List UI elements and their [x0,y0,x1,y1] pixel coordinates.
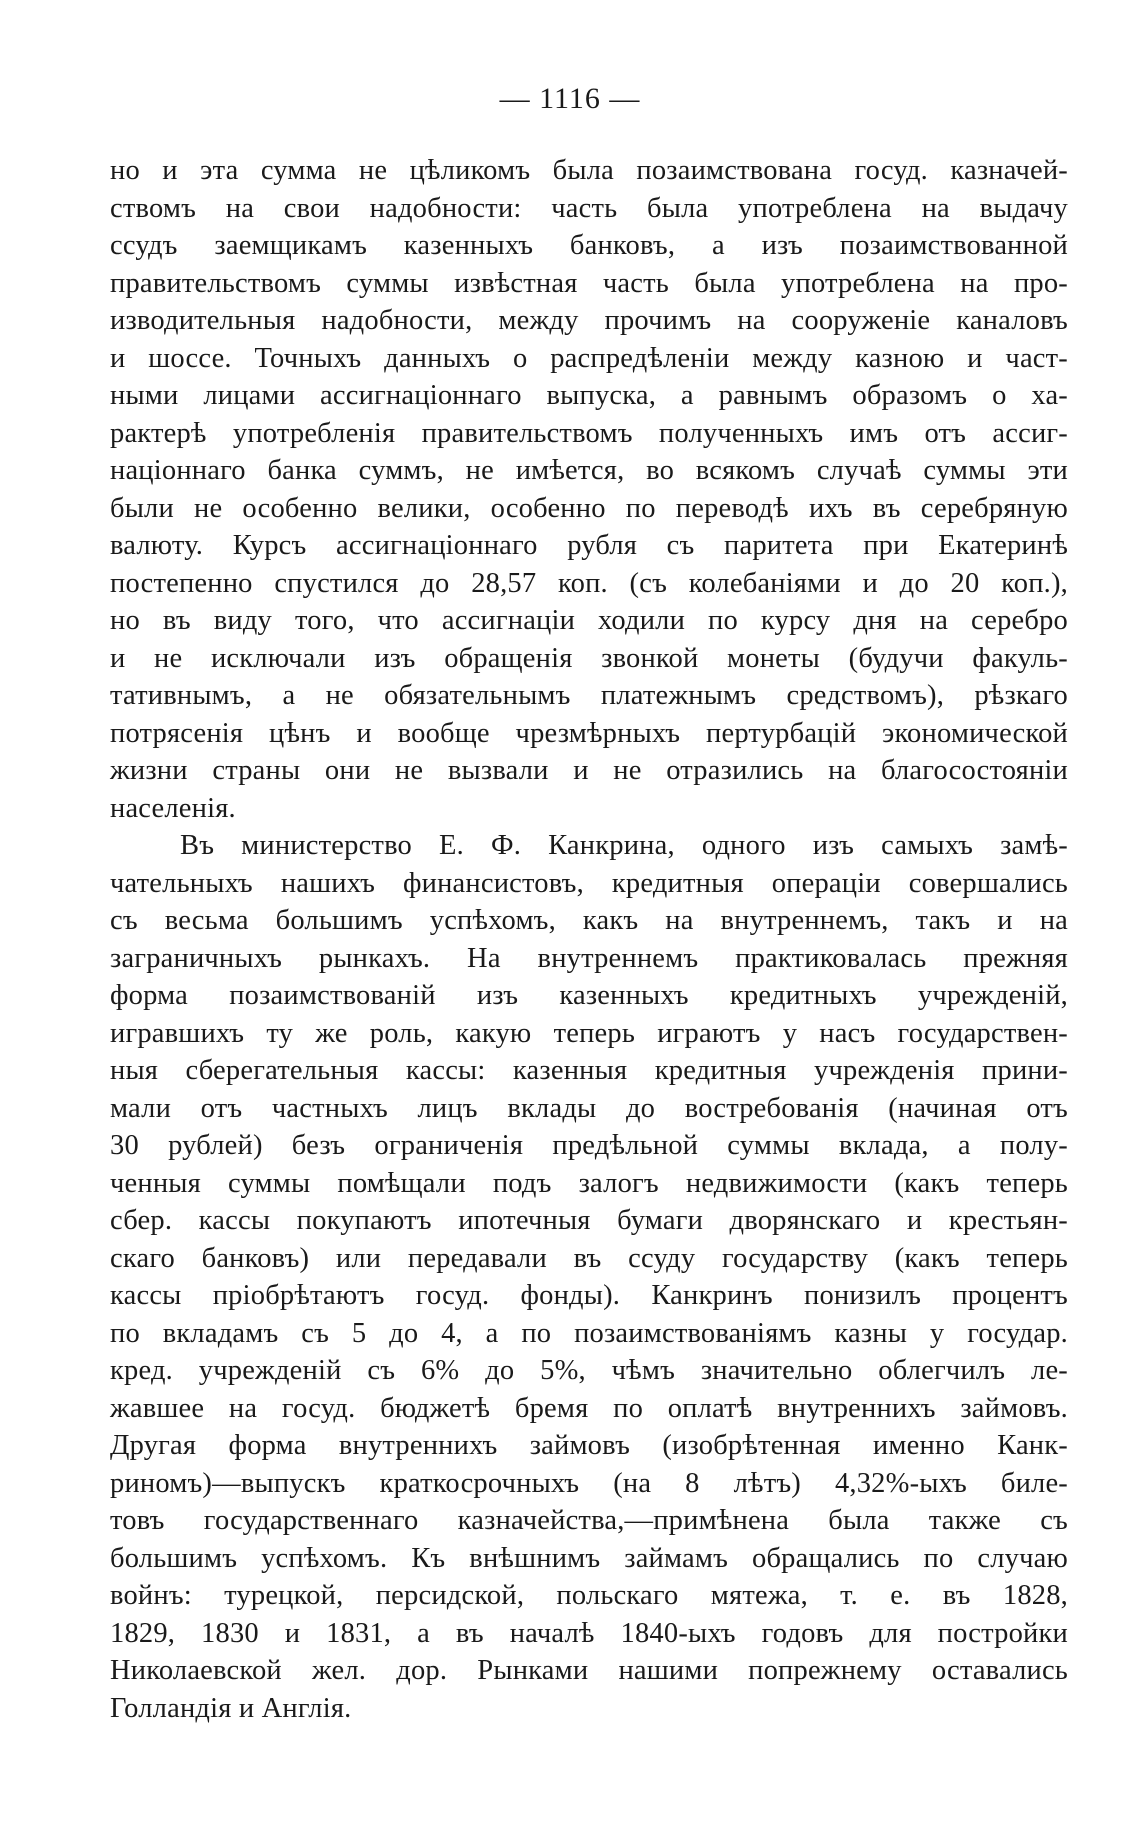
text-line: Въ министерство Е. Ф. Канкрина, одного изъ самыхъ замѣ- [180,830,1068,861]
text-line: ссудъ заемщикамъ казенныхъ банковъ, а изъ позаимствованной [110,230,1068,261]
text-line: мали отъ частныхъ лицъ вклады до востребованія (начиная отъ [110,1092,1068,1124]
body-text [110,152,1068,1727]
text-line: но и эта сумма не цѣликомъ была позаимствована госуд. казначей- [110,155,1068,186]
text-line: націоннаго банка суммъ, не имѣется, во всякомъ случаѣ суммы эти [110,455,1068,486]
text-line: Голландія и Англія. [110,1692,352,1724]
text-line: заграничныхъ рынкахъ. На внутреннемъ практиковалась прежняя [110,942,1068,974]
text-line: 1829, 1830 и 1831, а въ началѣ 1840-ыхъ годовъ для постройки [110,1617,1068,1649]
text-line: правительствомъ суммы извѣстная часть была употреблена на про- [110,267,1068,299]
text-line: чательныхъ нашихъ финансистовъ, кредитныя операціи совершались [110,867,1068,899]
text-line: скаго банковъ) или передавали въ ссуду государству (какъ теперь [110,1242,1068,1274]
text-line: сбер. кассы покупаютъ ипотечныя бумаги дворянскаго и крестьян- [110,1205,1068,1236]
text-line: игравшихъ ту же роль, какую теперь играютъ у насъ государствен- [110,1017,1068,1049]
text-line: изводительныя надобности, между прочимъ на сооруженіе каналовъ [110,305,1068,336]
text-line: ченныя суммы помѣщали подъ залогъ недвижимости (какъ теперь [110,1167,1068,1199]
text-line: но въ виду того, что ассигнаціи ходили по курсу дня на серебро [110,605,1068,636]
text-line: и шоссе. Точныхъ данныхъ о распредѣленіи между казною и част- [110,342,1068,374]
text-line: жавшее на госуд. бюджетѣ бремя по оплатѣ внутреннихъ займовъ. [110,1392,1068,1424]
text-line: валюту. Курсъ ассигнаціоннаго рубля съ паритета при Екатеринѣ [110,530,1068,561]
text-line: Николаевской жел. дор. Рынками нашими попрежнему оставались [110,1655,1068,1686]
text-line: были не особенно велики, особенно по переводѣ ихъ въ серебряную [110,492,1068,524]
text-line: войнъ: турецкой, персидской, польскаго мятежа, т. е. въ 1828, [110,1580,1068,1611]
page-number: — 1116 — [499,82,641,115]
text-line: ствомъ на свои надобности: часть была употреблена на выдачу [110,192,1068,224]
text-line: ныя сберегательныя кассы: казенныя кредитныя учрежденія прини- [110,1055,1068,1086]
text-line: форма позаимствованій изъ казенныхъ кредитныхъ учрежденій, [110,980,1068,1011]
text-line: по вкладамъ съ 5 до 4, а по позаимствованіямъ казны у государ. [110,1317,1068,1349]
text-line: кред. учрежденій съ 6% до 5%, чѣмъ значительно облегчилъ ле- [110,1355,1068,1386]
text-line: постепенно спустился до 28,57 коп. (съ колебаніями и до 20 коп.), [110,567,1068,599]
text-line: Другая форма внутреннихъ займовъ (изобрѣтенная именно Канк- [110,1430,1068,1461]
text-line: рактерѣ употребленія правительствомъ полученныхъ имъ отъ ассиг- [110,417,1068,449]
text-line: большимъ успѣхомъ. Къ внѣшнимъ займамъ обращались по случаю [110,1542,1068,1574]
text-line: тативнымъ, а не обязательнымъ платежнымъ средствомъ), рѣзкаго [110,680,1068,711]
text-line: товъ государственнаго казначейства,—примѣнена была также съ [110,1505,1068,1536]
text-line: риномъ)—выпускъ краткосрочныхъ (на 8 лѣтъ) 4,32%-ыхъ биле- [110,1467,1068,1499]
text-line: ными лицами ассигнаціоннаго выпуска, а равнымъ образомъ о ха- [110,380,1068,411]
text-line: потрясенія цѣнъ и вообще чрезмѣрныхъ пертурбацій экономической [110,717,1068,749]
paragraph-1 [110,152,1068,827]
text-line: жизни страны они не вызвали и не отразились на благосостояніи [110,755,1068,786]
paragraph-2 [110,827,1068,1727]
text-line: и не исключали изъ обращенія звонкой монеты (будучи факуль- [110,642,1068,674]
text-line: съ весьма большимъ успѣхомъ, какъ на внутреннемъ, такъ и на [110,905,1068,936]
text-line: кассы пріобрѣтаютъ госуд. фонды). Канкринъ понизилъ процентъ [110,1280,1068,1311]
text-line: 30 рублей) безъ ограниченія предѣльной суммы вклада, а полу- [110,1130,1068,1161]
text-line: населенія. [110,792,236,824]
